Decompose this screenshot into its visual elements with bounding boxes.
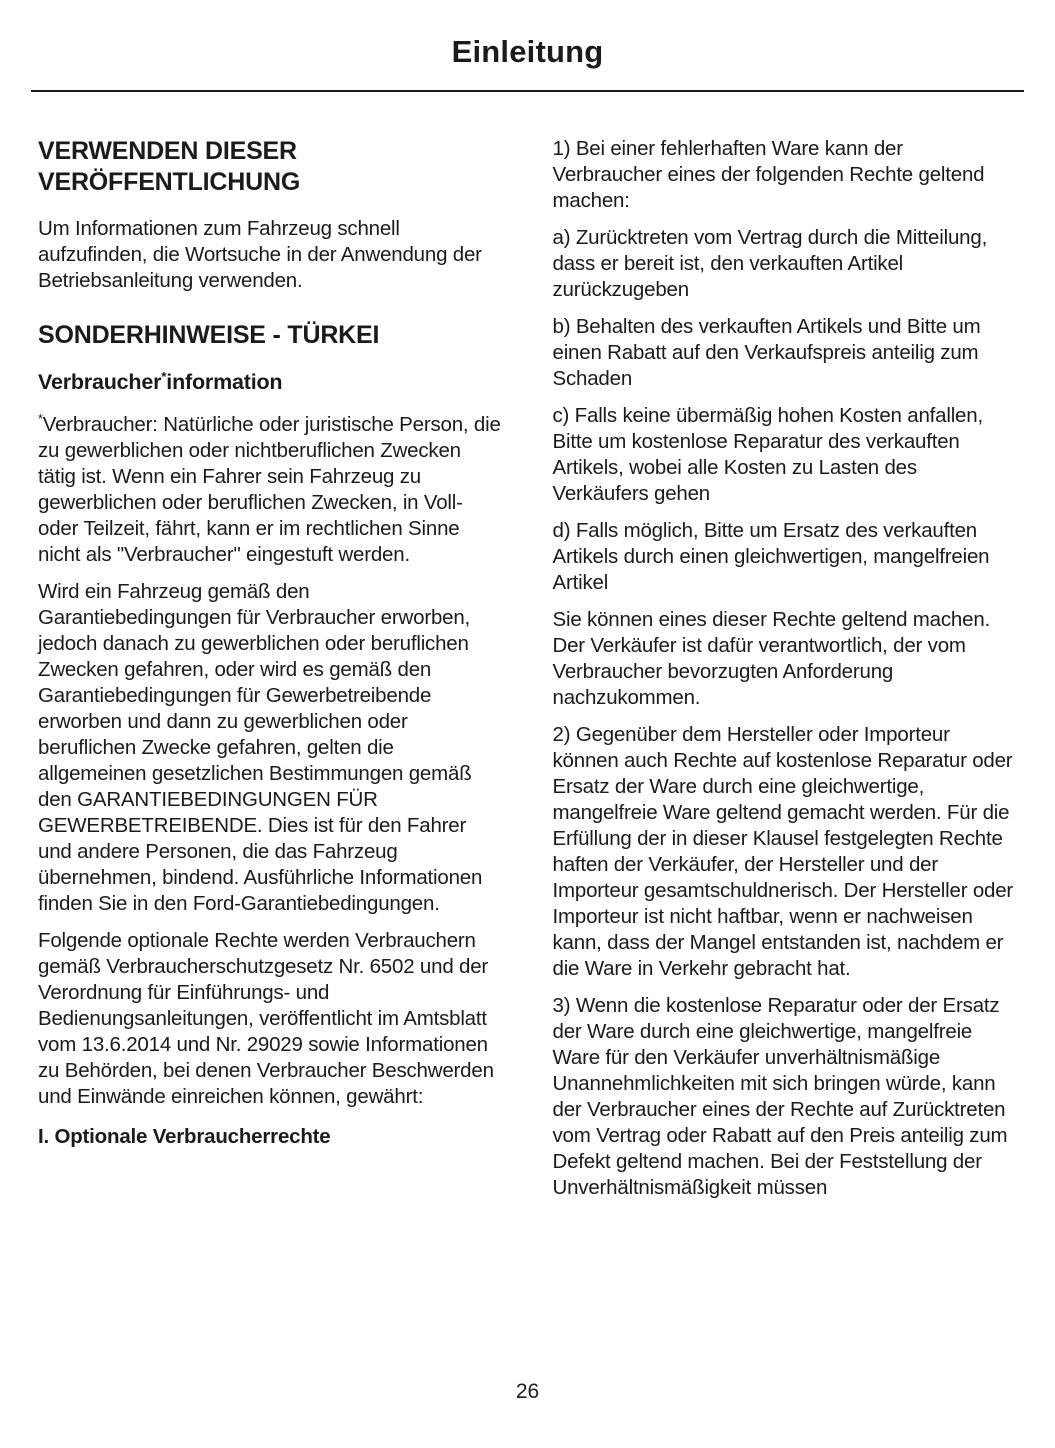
paragraph-right-item-3: 3) Wenn die kostenlose Reparatur oder der Ersatz der Ware durch eine gleichwertige, mangelfreie Ware für den Verkäufer unverhältnismäßige Unannehmlichkeiten mit sich bringen würde, kann der Verbraucher eines der Rechte auf Zurücktreten vom Vertrag oder Rabatt auf den Preis anteilig zum Defekt geltend machen. Bei der Feststellung der Unverhältnismäßigkeit müssen bbox=[552, 994, 1008, 1199]
section-heading-verwenden: VERWENDEN DIESER VERÖFFENTLICHUNG bbox=[38, 137, 301, 196]
paragraph-right-item-d: d) Falls möglich, Bitte um Ersatz des verkauften Artikels durch einen gleichwertigen, mangelfreien Artikel bbox=[552, 519, 990, 594]
right-column bbox=[553, 136, 1018, 1212]
subheading-verbraucherinformation bbox=[38, 369, 503, 396]
header-divider bbox=[31, 90, 1024, 92]
paragraph-verbraucher-definition bbox=[38, 412, 503, 568]
paragraph-right-choice: Sie können eines dieser Rechte geltend machen. Der Verkäufer ist dafür verantwortlich, der vom Verbraucher bevorzugten Anforderung nachzukommen. bbox=[552, 608, 991, 709]
page-title: Einleitung bbox=[451, 34, 604, 69]
paragraph-right-item-a: a) Zurücktreten vom Vertrag durch die Mitteilung, dass er bereit ist, den verkauften Artikel zurückzugeben bbox=[552, 226, 988, 301]
paragraph-right-item-1: 1) Bei einer fehlerhaften Ware kann der Verbraucher eines der folgenden Rechte geltend machen: bbox=[552, 137, 985, 212]
paragraph-definition-text: Verbraucher: Natürliche oder juristische Person, die zu gewerblichen oder nichtberuflichen Zwecken tätig ist. Wenn ein Fahrer sein Fahrzeug zu gewerblichen oder beruflichen Zwecken, in Voll- oder Teilzeit, fährt, kann er im rechtlichen Sinne nicht als "Verbraucher" eingestuft werden. bbox=[38, 413, 501, 566]
paragraph-usage: Um Informationen zum Fahrzeug schnell aufzufinden, die Wortsuche in der Anwendung der Betriebsanleitung verwenden. bbox=[38, 217, 482, 292]
paragraph-right-item-2: 2) Gegenüber dem Hersteller oder Importeur können auch Rechte auf kostenlose Reparatur oder Ersatz der Ware durch eine gleichwertige, mangelfreie Ware geltend gemacht werden. Für die Erfüllung der in dieser Klausel festgelegten Rechte haften der Verkäufer, der Hersteller und der Importeur gesamtschuldnerisch. Der Hersteller oder Importeur ist nicht haftbar, wenn er nachweisen kann, dass der Mangel entstanden ist, nachdem er die Ware in Verkehr gebracht hat. bbox=[552, 723, 1014, 980]
paragraph-optional-rights-intro: Folgende optionale Rechte werden Verbrauchern gemäß Verbraucherschutzgesetz Nr. 6502 und der Verordnung für Einführungs- und Bedienungsanleitungen, veröffentlicht im Amtsblatt vom 13.6.2014 und Nr. 29029 sowie Informationen zu Behörden, bei denen Verbraucher Beschwerden und Einwände einreichen können, gewährt: bbox=[38, 929, 494, 1108]
paragraph-warranty-terms: Wird ein Fahrzeug gemäß den Garantiebedingungen für Verbraucher erworben, jedoch danach zu gewerblichen oder beruflichen Zwecken gefahren, oder wird es gemäß den Garantiebedingungen für Gewerbetreibende erworben und dann zu gewerblichen oder beruflichen Zwecke gefahren, gelten die allgemeinen gesetzlichen Bestimmungen gemäß den GARANTIEBEDINGUNGEN FÜR GEWERBETREIBENDE. Dies ist für den Fahrer und andere Personen, die das Fahrzeug übernehmen, bindend. Ausführliche Informationen finden Sie in den Ford-Garantiebedingungen. bbox=[38, 580, 483, 915]
asterisk-superscript: * bbox=[161, 368, 167, 384]
paragraph-right-item-c: c) Falls keine übermäßig hohen Kosten anfallen, Bitte um kostenlose Reparatur des verkauften Artikels, wobei alle Kosten zu Lasten des Verkäufers gehen bbox=[552, 404, 983, 505]
page-footer bbox=[0, 1380, 1055, 1404]
page-number: 26 bbox=[515, 1380, 540, 1403]
subheading-text-pre: Verbraucher bbox=[38, 370, 162, 394]
asterisk-footnote-marker: * bbox=[38, 411, 43, 427]
content-columns bbox=[31, 136, 1024, 1212]
left-column bbox=[38, 136, 503, 1212]
page-header bbox=[31, 34, 1024, 92]
subheading-optionale-verbraucherrechte: I. Optionale Verbraucherrechte bbox=[38, 1125, 331, 1148]
paragraph-right-item-b: b) Behalten des verkauften Artikels und Bitte um einen Rabatt auf den Verkaufspreis anteilig zum Schaden bbox=[552, 315, 981, 390]
subheading-text-post: information bbox=[166, 370, 283, 394]
section-heading-sonderhinweise: SONDERHINWEISE - TÜRKEI bbox=[38, 321, 380, 349]
